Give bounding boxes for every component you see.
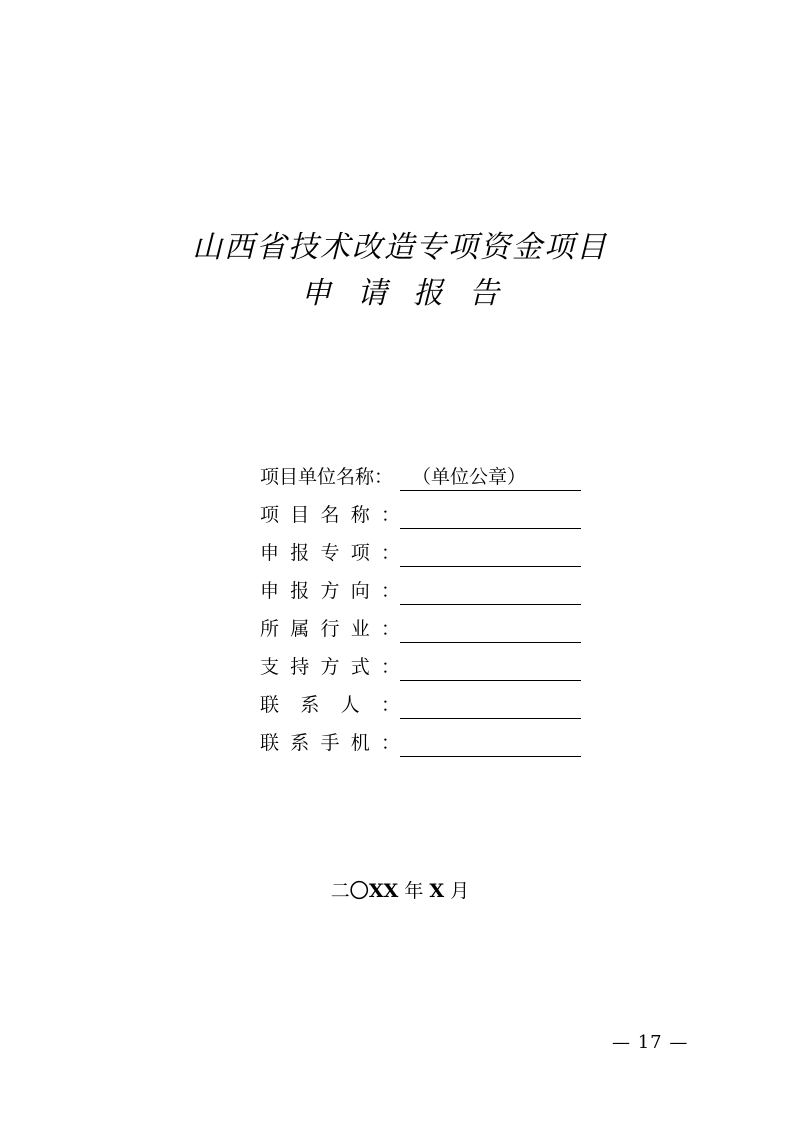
form-row-special-program (260, 538, 585, 576)
date-year-placeholder: XX (368, 880, 399, 902)
document-title-line-1: 山西省技术改造专项资金项目 (192, 230, 608, 265)
application-form (260, 462, 585, 766)
page-number: — 17 — (612, 1032, 689, 1053)
form-row-contact-phone (260, 728, 585, 766)
form-row-support-method (260, 652, 585, 690)
form-row-project-name (260, 500, 585, 538)
date-year-char: 年 (404, 880, 424, 902)
form-row-direction (260, 576, 585, 614)
date-prefix: 二 (330, 880, 350, 902)
fill-line (400, 566, 581, 567)
form-label: 项目单位名称： (260, 466, 394, 488)
form-row-industry (260, 614, 585, 652)
form-label: 所 属 行 业 ： (260, 618, 400, 640)
date-month-placeholder: X (429, 880, 445, 902)
fill-line (400, 680, 581, 681)
unit-seal-placeholder: （单位公章） (412, 466, 527, 488)
form-label: 申 报 专 项 ： (260, 542, 400, 564)
form-label: 支 持 方 式 ： (260, 656, 400, 678)
document-title-line-2: 申请报告 (301, 276, 525, 311)
form-label: 项 目 名 称 ： (260, 504, 400, 526)
fill-line (400, 756, 581, 757)
date-month-char: 月 (450, 880, 470, 902)
fill-line (400, 490, 581, 491)
fill-line (400, 642, 581, 643)
form-label: 联 系 手 机 ： (260, 732, 400, 754)
date-circle: 〇 (349, 880, 369, 902)
fill-line (400, 604, 581, 605)
fill-line (400, 528, 581, 529)
fill-line (400, 718, 581, 719)
form-label: 申 报 方 向 ： (260, 580, 400, 602)
form-row-unit-name (260, 462, 585, 500)
form-row-contact-person (260, 690, 585, 728)
form-label: 联 系 人 ： (260, 694, 400, 716)
document-date (0, 878, 800, 904)
